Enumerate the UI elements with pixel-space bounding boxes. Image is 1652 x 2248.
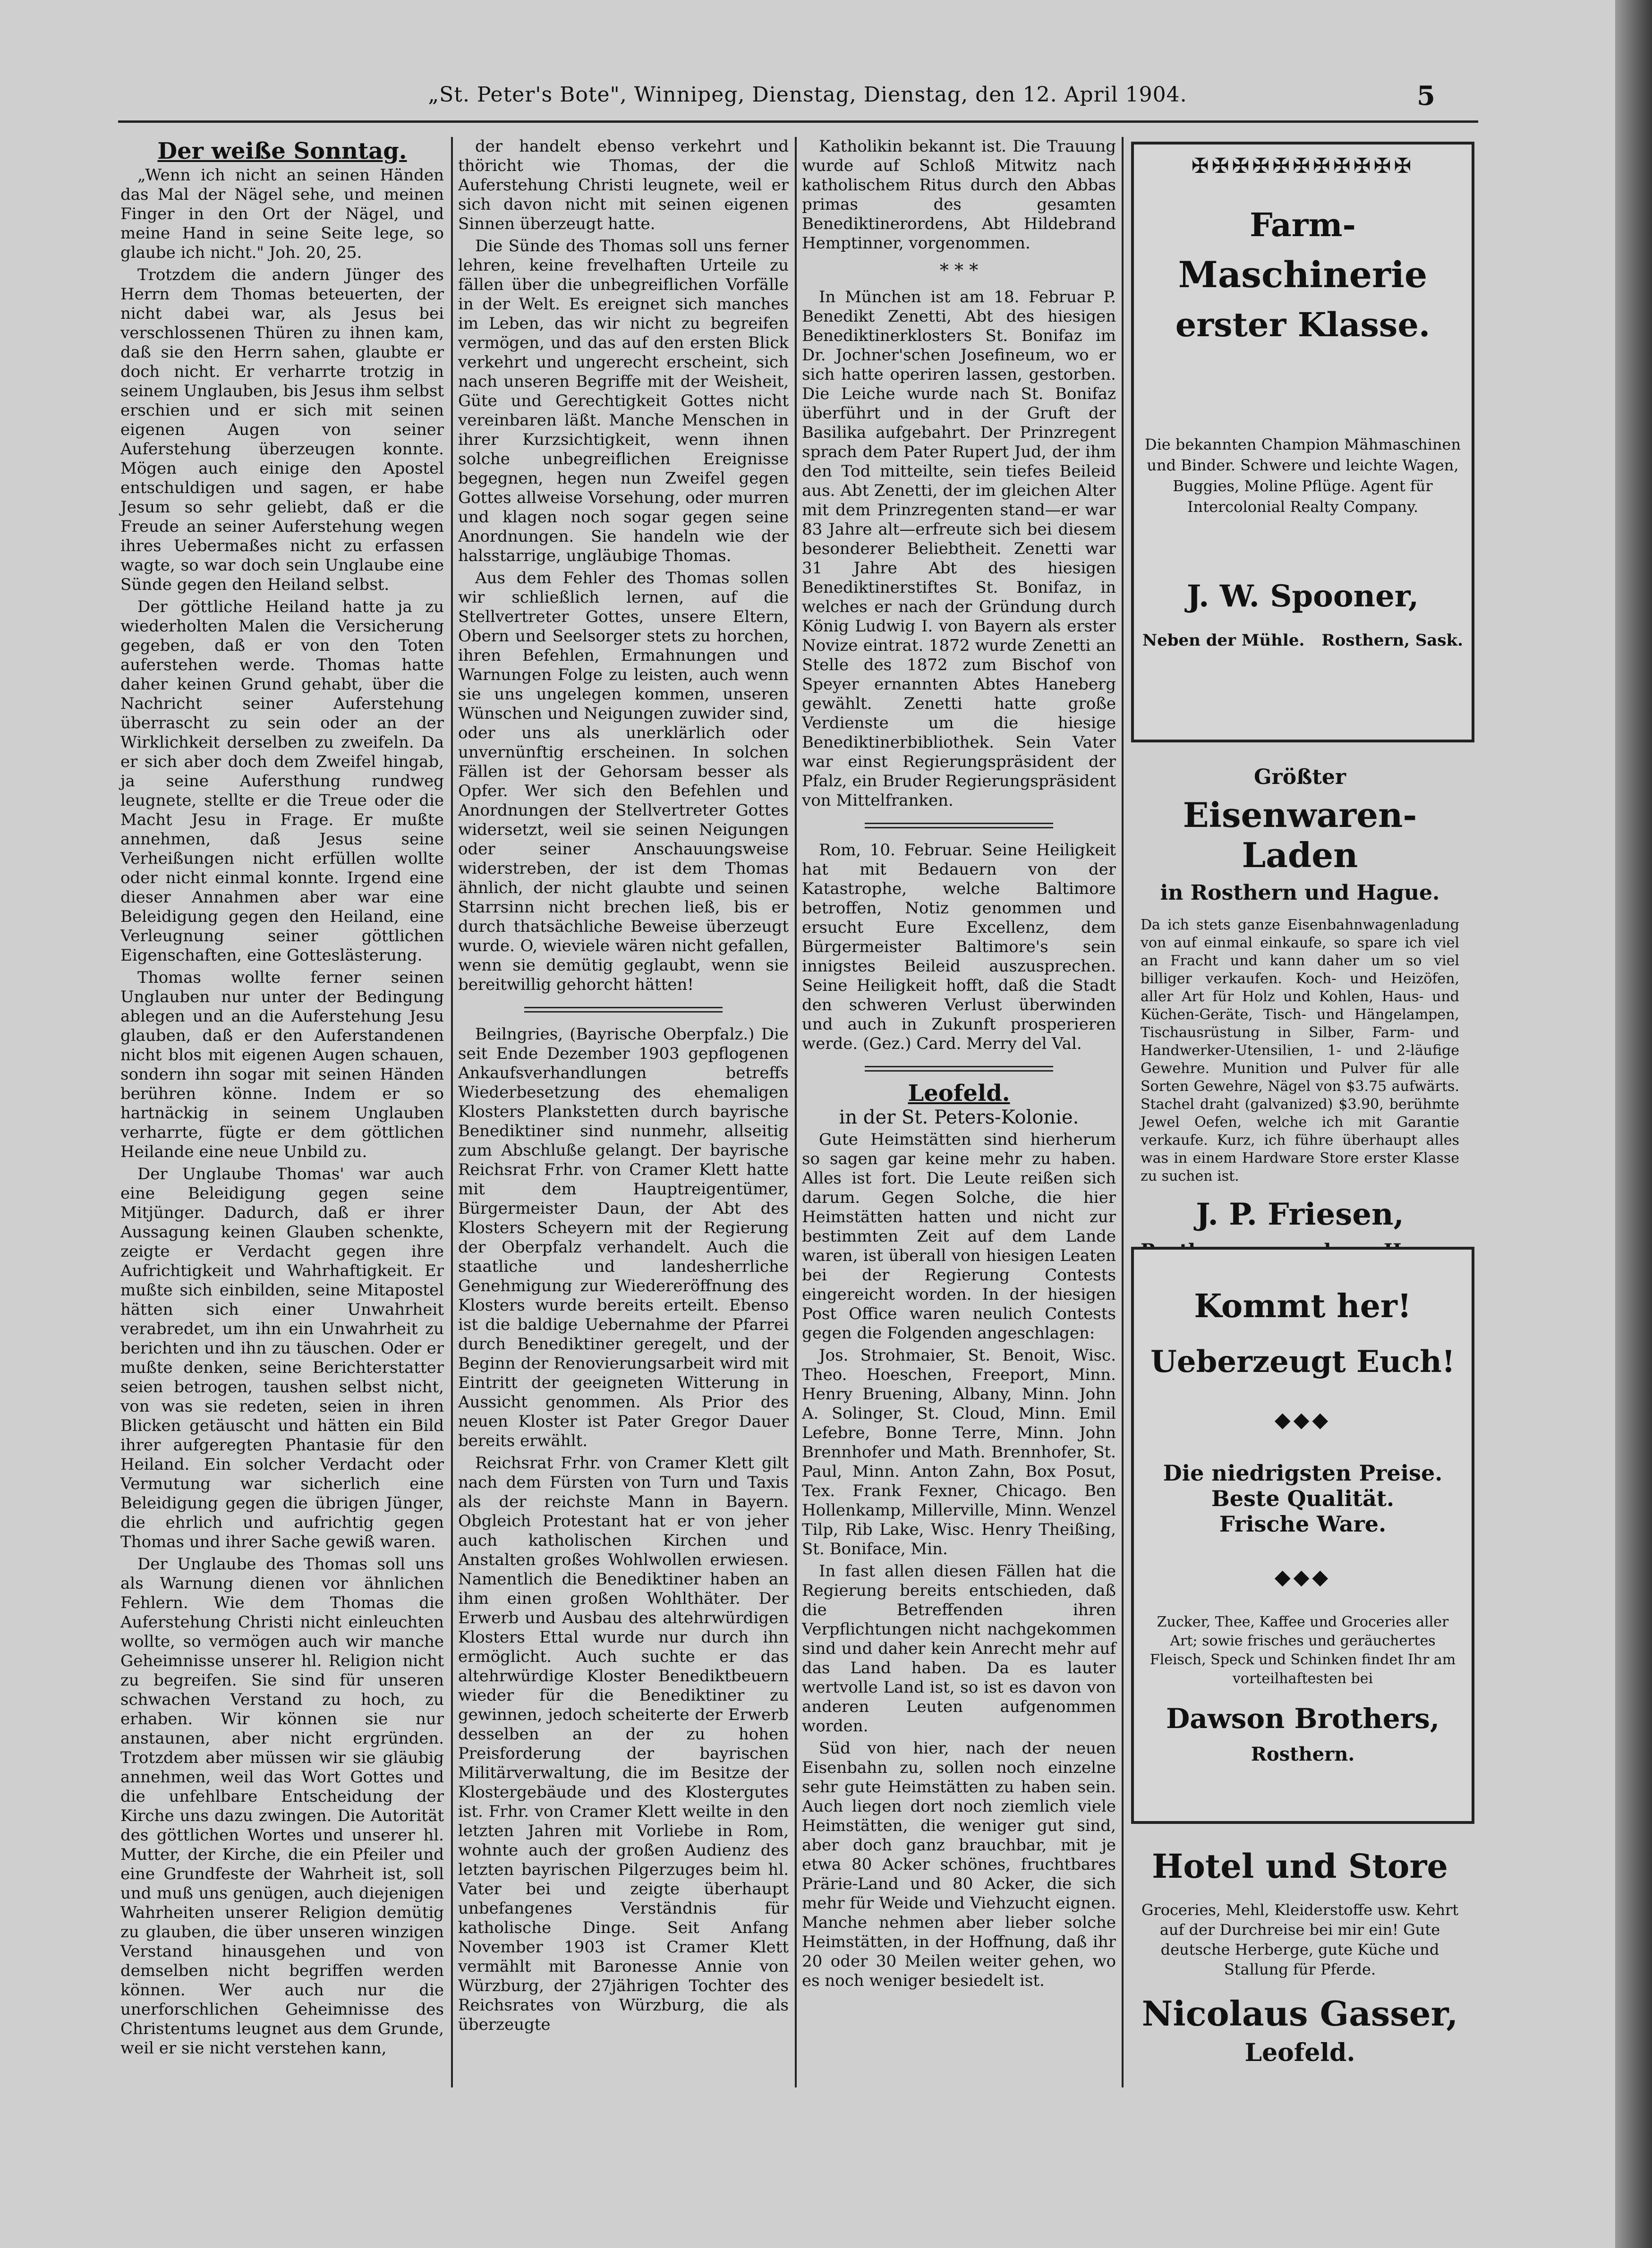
paragraph: der handelt ebenso verkehrt und thöricht wie Thomas, der die Auferstehung Christi leugnete, weil er sich davon nicht mit seinen eigenen Sinnen überzeugt hatte. xyxy=(458,137,789,233)
section-divider xyxy=(865,1066,1053,1072)
ad-heading: Größter xyxy=(1253,765,1346,789)
paragraph: Aus dem Fehler des Thomas sollen wir schließlich lernen, auf die Stellvertreter Gottes, unsere Eltern, Obern und Seelsorger stets zu horchen, ihren Befehlen, Ermahnungen und Warnungen Folge zu leisten, auch wenn sie uns ungelegen kommen, unseren Wünschen und Neigungen zuwider sind, oder uns als unerklärlich oder unvernünftig erscheinen. In solchen Fällen ist der Gehorsam besser als Opfer. Wer sich den Befehlen und Anordnungen der Stellvertreter Gottes widersetzt, weil sie seinen Neigungen oder seiner Anschauungsweise widerstreben, der ist dem Thomas ähnlich, der nicht glaubte und seinen Starrsinn nicht brechen ließ, bis er durch thatsächliche Beweise überzeugt wurde. O, wieviele wären nicht gefallen, wenn sie demütig geglaubt, wenn sie bereitwillig gehorcht hätten! xyxy=(458,569,789,994)
paragraph: Rom, 10. Februar. Seine Heiligkeit hat mit Bedauern von der Katastrophe, welche Baltimore betroffen, Notiz genommen und ersucht Eure Excellenz, dem Bürgermeister Baltimore's sein innigstes Beileid auszusprechen. Seine Heiligkeit hofft, daß die Stadt den schweren Verlust überwinden und auch in Zukunft prosperieren werde. (Gez.) Card. Merry del Val. xyxy=(802,841,1116,1053)
ad-heading: Eisenwaren-Laden xyxy=(1183,795,1417,875)
bible-quote: „Wenn ich nicht an seinen Händen das Mal der Nägel sehe, und meinen Finger in den Ort der Nägel, und meine Hand in seine Seite lege, so glaube ich nicht." Joh. 20, 25. xyxy=(120,166,444,262)
article-title-leofeld: Leofeld. xyxy=(908,1080,1010,1107)
header-rule xyxy=(118,120,1478,123)
paragraph: Trotzdem die andern Jünger des Herrn dem Thomas beteuerten, der nicht dabei war, als Jesus bei verschlossenen Thüren zu ihnen kam, daß sie den Herrn sahen, glaubte er doch nicht. Er verharrte trotzig in seinem Unglauben, bis Jesus ihm selbst erschien und er sich mit seinen eigenen Augen von seiner Auferstehung überzeugen konnte. Mögen auch einige den Apostel entschuldigen und sagen, er habe Jesum so sehr geliebt, daß er die Freude an seiner Auferstehung wegen ihres Uebermaßes nicht zu erfassen wagte, so war doch sein Unglaube eine Sünde gegen den Heiland selbst. xyxy=(120,265,444,594)
paragraph: Der Unglaube des Thomas soll uns als Warnung dienen vor ähnlichen Fehlern. Wie dem Thomas die Auferstehung Christi nicht einleuchten wollte, so vermögen auch wir manche Geheimnisse unserer hl. Religion nicht zu begreifen. Sie sind für unseren schwachen Verstand zu hoch, zu erhaben. Wir können sie nur anstaunen, aber nicht ergründen. Trotzdem aber müssen wir sie gläubig annehmen, weil das Wort Gottes und die unfehlbare Entscheidung der Kirche uns dazu zwingen. Die Autorität des göttlichen Wortes und unserer hl. Mutter, der Kirche, die ein Pfeiler und eine Grundfeste der Wahrheit ist, soll und muß uns genügen, auch diejenigen Wahrheiten unserer Religion demütig zu glauben, die über unseren winzigen Verstand hinausgehen und von demselben nicht begriffen werden können. Wer auch nur die unerforschlichen Geheimnisse des Christentums leugnet aus dem Grunde, weil er sie nicht verstehen kann, xyxy=(120,1555,444,2058)
ad-heading: Frische Ware. xyxy=(1219,1511,1387,1537)
masthead: „St. Peter's Bote", Winnipeg, Dienstag, Dienstag, den 12. April 1904. xyxy=(428,83,1187,107)
paragraph: Die Sünde des Thomas soll uns ferner lehren, keine frevelhaften Urteile zu fällen über die unbegreiflichen Vorfälle in der Welt. Es ereignet sich manches im Leben, das wir nicht zu begreifen vermögen, und das auf den ersten Blick verkehrt und ungerecht erscheint, sich nach unseren Begriffe mit der Weisheit, Güte und Gerechtigkeit Gottes nicht vereinbaren läßt. Manche Menschen in ihrer Kurzsichtigkeit, wenn ihnen solche unbegreiflichen Ereignisse begegnen, hegen nun Zweifel gegen Gottes allweise Vorsehung, oder murren und klagen noch sogar gegen seine Anordnungen. Sie handeln wie der halsstarrige, ungläubige Thomas. xyxy=(458,237,789,565)
column-1 xyxy=(120,137,444,2092)
advertisement-spooner xyxy=(1131,142,1474,742)
column-divider-3 xyxy=(1122,137,1124,2087)
ornament-divider: ◆◆◆ xyxy=(1274,1565,1331,1589)
section-divider xyxy=(865,823,1053,828)
section-divider xyxy=(524,1007,723,1013)
ad-town: Leofeld. xyxy=(1244,2038,1355,2067)
ad-town: Rosthern, Sask. xyxy=(1321,631,1463,650)
paragraph: In fast allen diesen Fällen hat die Regierung bereits entschieden, daß die Betreffenden ihren Verpflichtungen nicht nachgekommen sind und daher kein Anrecht mehr auf das Land haben. Da es lauter wertvolle Land ist, so ist es davon von anderen Leuten aufgenommen worden. xyxy=(802,1562,1116,1736)
ad-heading: in Rosthern und Hague. xyxy=(1160,881,1440,905)
paragraph: Der göttliche Heiland hatte ja zu wiederholten Malen die Versicherung gegeben, daß er von den Toten auferstehen werde. Thomas hatte daher keinen Grund gehabt, über die Nachricht seiner Auferstehung überrascht zu sein oder an der Wirklichkeit derselben zu zweifeln. Da er sich aber doch dem Zweifel hingab, ja seine Aufersthung rundweg leugnete, stellte er die Treue oder die Macht Jesu in Frage. Er mußte annehmen, daß Jesus seine Verheißungen nicht erfüllen wollte oder nicht einmal konnte. Irgend eine dieser Annahmen aber war eine Beleidigung gegen den Heiland, eine Verleugnung seiner göttlichen Eigenschaften, eine Gotteslästerung. xyxy=(120,597,444,965)
ad-advertiser-name: J. W. Spooner, xyxy=(1186,579,1419,614)
section-mark: * * * xyxy=(939,260,979,281)
ad-advertiser-name: Nicolaus Gasser, xyxy=(1141,1993,1458,2034)
ad-heading: Maschinerie xyxy=(1178,254,1428,296)
paragraph: In München ist am 18. Februar P. Benedikt Zenetti, Abt des hiesigen Benediktinerklosters St. Bonifaz im Dr. Jochner'schen Josefineum, wo er sich hatte operiren lassen, gestorben. Die Leiche wurde nach St. Bonifaz überführt und in der Gruft der Basilika aufgebahrt. Der Prinzregent sprach dem Pater Rupert Jud, der ihm den Tod mitteilte, sein tiefes Beileid aus. Abt Zenetti, der im gleichen Alter mit dem Prinzregenten stand—er war 83 Jahre alt—erfreute sich bei diesem besonderer Beliebtheit. Zenetti war 31 Jahre Abt des hiesigen Benediktinerstiftes St. Bonifaz, in welches er nach der Gründung durch König Ludwig I. von Bayern als erster Novize eintrat. 1872 wurde Zenetti an Stelle des 1872 zum Bischof von Speyer ernannten Abtes Haneberg gewählt. Zenetti hatte große Verdienste um die hiesige Benediktinerbibliothek. Sein Vater war einst Regierungspräsident der Pfalz, ein Bruder Regierungspräsident von Mittelfranken. xyxy=(802,288,1116,810)
ad-footer xyxy=(1134,631,1472,650)
page-number: 5 xyxy=(1417,80,1435,111)
ad-heading: Ueberzeugt Euch! xyxy=(1150,1344,1455,1379)
ad-heading: Kommt her! xyxy=(1194,1287,1412,1325)
column-3 xyxy=(802,137,1116,2092)
ornament-border: ✠✠✠✠✠✠✠✠✠✠✠ xyxy=(1191,154,1414,178)
paragraph: Der Unglaube Thomas' war auch eine Beleidigung gegen seine Mitjünger. Dadurch, daß er ihrer Aussagung keinen Glauben schenkte, zeigte er Verdacht gegen ihre Aufrichtigkeit und Wahrhaftigkeit. Er mußte sich einbilden, seine Mitapostel hätten sich einer Unwahrheit verabredet, um ihn ein Unwahrheit zu berichten und ihn zu täuschen. Oder er mußte denken, seine Berichterstatter seien betrogen, taushen selbst nicht, von was sie redeten, seien in ihren Blicken getäuscht und hätten ein Bild ihrer aufgeregten Phantasie für den Heiland. Ein solcher Verdacht oder Vermutung war sicherlich eine Beleidigung gegen die übrigen Jünger, die ehrlich und aufrichtig gegen Thomas und ihrer Sache gewiß waren. xyxy=(120,1165,444,1551)
ad-advertiser-name: J. P. Friesen, xyxy=(1196,1197,1404,1232)
paragraph: Beilngries, (Bayrische Oberpfalz.) Die seit Ende Dezember 1903 gepflogenen Ankaufsverhandlungen betreffs Wiederbesetzung des ehemaligen Klosters Plankstetten durch bayrische Benediktiner sind nunmehr, allseitig zum Abschluße gelangt. Der bayrische Reichsrat Frhr. von Cramer Klett hatte mit dem Hauptreigentümer, Bürgermeister Daun, der Abt des Klosters Scheyern mit der Regierung der Oberpfalz verhandelt. Auch die staatliche und landesherrliche Genehmigung zur Wiedereröffnung des Klosters wurde bereits erteilt. Ebenso ist die baldige Uebernahme der Pfarrei durch Benediktiner geregelt, und der Beginn der Renovierungsarbeit wird mit Eintritt der geeigneten Witterung in Aussicht genommen. Als Prior des neuen Kloster ist Pater Gregor Dauer bereits erwählt. xyxy=(458,1025,789,1450)
ad-heading: Beste Qualität. xyxy=(1211,1486,1395,1511)
ornament-divider: ◆◆◆ xyxy=(1274,1408,1331,1432)
page-edge-shadow xyxy=(1615,0,1652,2248)
advertisement-gasser xyxy=(1131,1842,1469,2087)
paragraph: Süd von hier, nach der neuen Eisenbahn zu, sollen noch einzelne sehr gute Heimstätten zu haben sein. Auch liegen dort noch ziemlich viele Heimstätten, die weniger gut sind, aber doch ganz brauchbar, mit je etwa 80 Acker schönes, fruchtbares Präriе-Land und 80 Acker, die sich mehr für Weide und Viehzucht eignen. Manche nehmen aber lieber solche Heimstätten, in der Hoffnung, daß ihr 20 oder 30 Meilen weiter gehen, wo es noch weniger besiedelt ist. xyxy=(802,1739,1116,1990)
ad-body: Die bekannten Champion Mähmaschinen und Binder. Schwere und leichte Wagen, Buggies, Moline Pflüge. Agent für Intercolonial Realty Company. xyxy=(1144,435,1461,516)
column-2 xyxy=(458,137,789,2092)
ad-heading: erster Klasse. xyxy=(1175,305,1431,344)
ad-heading: Farm- xyxy=(1250,206,1356,244)
column-divider-1 xyxy=(451,137,453,2087)
ad-heading: Hotel und Store xyxy=(1152,1847,1448,1886)
paragraph: Jos. Strohmaier, St. Benoit, Wisc. Theo. Hoeschen, Freeport, Minn. Henry Bruening, Albany, Minn. John A. Solinger, St. Cloud, Minn. Emil Lefebre, Bonne Terre, Minn. John Brennhofer und Math. Brennhofer, St. Paul, Minn. Anton Zahn, Box Posut, Tex. Frank Fexner, Chicago. Ben Hollenkamp, Millerville, Minn. Wenzel Tilp, Rib Lake, Wisc. Henry Theißing, St. Boniface, Min. xyxy=(802,1346,1116,1558)
paragraph: Gute Heimstätten sind hierherum so sagen gar keine mehr zu haben. Alles ist fort. Die Leute reißen sich darum. Gegen Solche, die hier Heimstätten hatten und nicht zur bestimmten Zeit auf dem Lande waren, ist überall von hiesigen Leaten bei der Regierung Contests eingereicht worden. In der hiesigen Post Office waren neulich Contests gegen die Folgenden angeschlagen: xyxy=(802,1130,1116,1343)
paragraph: Katholikin bekannt ist. Die Trauung wurde auf Schloß Mitwitz nach katholischem Ritus durch den Abbas primas des gesamten Benediktinerordens, Abt Hildebrand Hemptinner, vorgenommen. xyxy=(802,137,1116,253)
ad-body: Zucker, Thee, Kaffee und Groceries aller Art; sowie frisches und geräuchertes Fleisch, Speck und Schinken findet Ihr am vorteilhaftesten bei xyxy=(1150,1614,1456,1687)
ad-town: Rosthern. xyxy=(1251,1743,1355,1765)
ad-advertiser-name: Dawson Brothers, xyxy=(1166,1703,1440,1735)
ad-heading: Die niedrigsten Preise. xyxy=(1163,1460,1443,1486)
ad-address: Neben der Mühle. xyxy=(1142,631,1305,650)
column-divider-2 xyxy=(795,137,797,2087)
advertisement-dawson xyxy=(1131,1247,1474,1824)
ad-body: Da ich stets ganze Eisenbahnwagenladung von auf einmal einkaufe, so spare ich viel an Fracht und kann daher um so viel billiger verkaufen. Koch- und Heizöfen, aller Art für Holz und Kohlen, Haus- und Küchen-Geräte, Tisch- und Hängelampen, Tischausrüstung in Silber, Farm- und Handwerker-Utensilien, 1- und 2-läufige Gewehre. Munition und Pulver für alle Sorten Gewehre, Nägel von $3.75 aufwärts. Stachel draht (galvanized) $3.90, berühmte Jewel Oefen, welche ich mit Garantie verkaufe. Kurz, ich führe überhaupt alles was in einem Hardware Store erster Klasse zu suchen ist. xyxy=(1141,917,1459,1184)
article-subtitle: in der St. Peters-Kolonie. xyxy=(839,1107,1079,1128)
article-title-weisser-sonntag: Der weiße Sonntag. xyxy=(157,138,407,164)
advertisement-friesen xyxy=(1131,765,1469,1232)
paragraph: Thomas wollte ferner seinen Unglauben nur unter der Bedingung ablegen und an die Auferstehung Jesu glauben, daß er den Auferstandenen nicht blos mit eigenen Augen schauen, sondern ihn sogar mit seinen Händen berühren könne. Indem er so hartnäckig in seinem Unglauben verharrte, fügte er dem göttlichen Heilande eine neue Unbild zu. xyxy=(120,968,444,1161)
paragraph: Reichsrat Frhr. von Cramer Klett gilt nach dem Fürsten von Turn und Taxis als der reichste Mann in Bayern. Obgleich Protestant hat er von jeher auch katholischen Kirchen und Anstalten großes Wohlwollen erwiesen. Namentlich die Benediktiner haben an ihm einen großen Wohlthäter. Der Erwerb und Ausbau des altehrwürdigen Klosters Ettal wurde nur durch ihn ermöglicht. Auch suchte er das altehrwürdige Kloster Benediktbeuern wieder für die Benediktiner zu gewinnen, jedoch scheiterte der Erwerb desselben an der zu hohen Preisforderung der bayrischen Militärverwaltung, die im Besitze der Klostergebäude und des Klostergutes ist. Frhr. von Cramer Klett weilte in den letzten Jahren mit Vorliebe in Rom, wohnte auch der großen Audienz des letzten bayrischen Pilgerzuges beim hl. Vater bei und zeigte überhaupt unbefangenes Verständnis für katholische Dinge. Seit Anfang November 1903 ist Cramer Klett vermählt mit Baronesse Annie von Würzburg, der 27jährigen Tochter des Reichsrates von Würzburg, die als überzeugte xyxy=(458,1454,789,2034)
ad-body: Groceries, Mehl, Kleiderstoffe usw. Kehrt auf der Durchreise bei mir ein! Gute deutsche Herberge, gute Küche und Stallung für Pferde. xyxy=(1141,1901,1459,1978)
